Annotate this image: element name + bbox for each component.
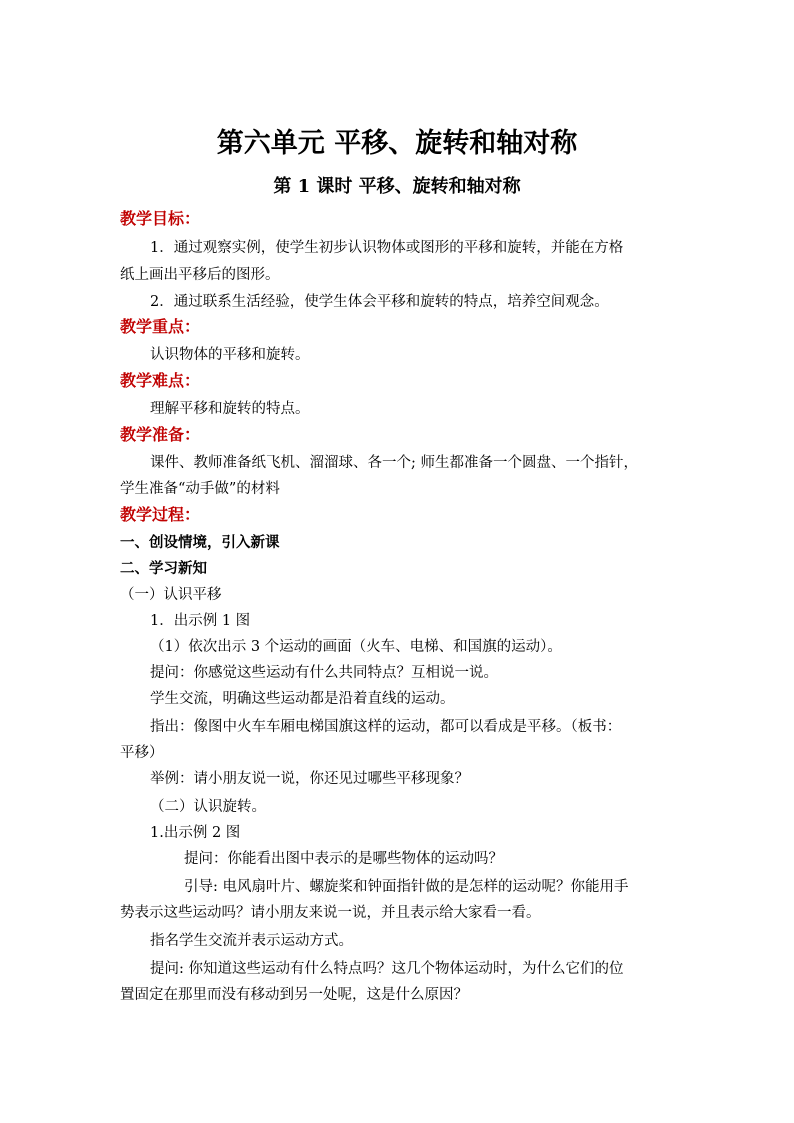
page-title: 第六单元 平移、旋转和轴对称 <box>216 128 578 159</box>
objective-1-line-1: 1．通过观察实例，使学生初步认识物体或图形的平移和旋转，并能在方格 <box>150 240 624 256</box>
question-which-objects: 提问：你能看出图中表示的是哪些物体的运动吗？ <box>184 851 503 867</box>
subsection-rotation: （二）认识旋转。 <box>150 799 266 815</box>
examples-translation: 举例：请小朋友说一说，你还见过哪些平移现象？ <box>150 771 469 787</box>
point-out-line-2: 平移） <box>120 745 164 761</box>
example-1-step-1: （1）依次出示 3 个运动的画面（火车、电梯、和国旗的运动）。 <box>150 639 562 655</box>
question-features-line-1: 提问: 你知道这些运动有什么特点吗？这几个物体运动时，为什么它们的位 <box>150 961 624 977</box>
point-out-line-1: 指出：像图中火车车厢电梯国旗这样的运动，都可以看成是平移。（板书： <box>150 719 622 735</box>
objective-1-line-2: 纸上画出平移后的图形。 <box>120 267 280 283</box>
example-1-item: 1．出示例 1 图 <box>150 613 251 629</box>
heading-difficulties: 教学难点： <box>120 371 201 390</box>
question-common-feature: 提问：你感觉这些运动有什么共同特点？互相说一说。 <box>150 665 498 681</box>
difficulties-text: 理解平移和旋转的特点。 <box>150 401 310 417</box>
heading-key-points: 教学重点： <box>120 317 201 336</box>
student-exchange: 学生交流，明确这些运动都是沿着直线的运动。 <box>150 691 455 707</box>
objective-2: 2．通过联系生活经验，使学生体会平移和旋转的特点，培养空间观念。 <box>150 294 609 310</box>
section-2-heading: 二、学习新知 <box>120 560 207 577</box>
section-1-heading: 一、创设情境，引入新课 <box>120 534 280 551</box>
lesson-subtitle: 第 1 课时 平移、旋转和轴对称 <box>273 176 521 197</box>
heading-objectives: 教学目标： <box>120 209 201 228</box>
key-points-text: 认识物体的平移和旋转。 <box>150 347 310 363</box>
example-2-item: 1.出示例 2 图 <box>150 825 241 841</box>
guide-line-2: 势表示这些运动吗？请小朋友来说一说，并且表示给大家看一看。 <box>120 905 541 921</box>
heading-preparation: 教学准备： <box>120 425 201 444</box>
subsection-translation: （一）认识平移 <box>120 587 222 603</box>
student-demonstrate: 指名学生交流并表示运动方式。 <box>150 933 353 949</box>
guide-line-1: 引导: 电风扇叶片、螺旋桨和钟面指针做的是怎样的运动呢？你能用手 <box>184 879 629 895</box>
preparation-line-1: 课件、教师准备纸飞机、溜溜球、各一个; 师生都准备一个圆盘、一个指针， <box>150 455 638 471</box>
heading-process: 教学过程： <box>120 505 201 524</box>
preparation-line-2: 学生准备“动手做”的材料 <box>120 481 280 497</box>
question-features-line-2: 置固定在那里而没有移动到另一处呢，这是什么原因？ <box>120 987 468 1003</box>
